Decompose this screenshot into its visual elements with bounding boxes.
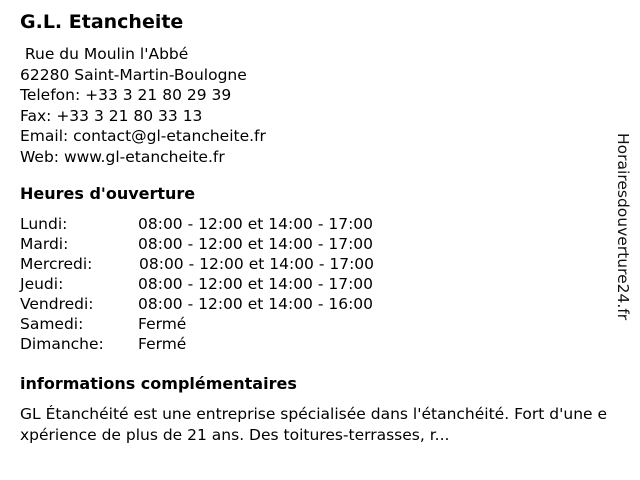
time-value: Fermé [138, 335, 187, 353]
time-value: 08:00 - 12:00 et 14:00 - 17:00 [139, 255, 375, 273]
site-brand-text: Horairesdouverture24.fr [614, 133, 632, 321]
email-address[interactable]: Email: contact@gl-etancheite.fr [20, 127, 266, 145]
fax-number: Fax: +33 3 21 80 33 13 [20, 106, 203, 125]
day-label: Mardi: [20, 235, 69, 253]
additional-info-heading: informations complémentaires [20, 374, 297, 393]
day-label: Dimanche: [20, 335, 104, 353]
hours-row-monday [20, 214, 440, 234]
site-brand-watermark[interactable] [612, 133, 634, 345]
website-link[interactable]: Web: www.gl-etancheite.fr [20, 147, 225, 166]
opening-hours-heading: Heures d'ouverture [20, 184, 196, 203]
address-city: 62280 Saint-Martin-Boulogne [20, 65, 247, 84]
hours-row-saturday [20, 314, 440, 334]
day-label: Jeudi: [20, 275, 64, 293]
address-street: Rue du Moulin l'Abbé [20, 45, 189, 63]
day-label: Lundi: [20, 215, 68, 233]
time-value: 08:00 - 12:00 et 14:00 - 17:00 [138, 235, 374, 253]
time-value: 08:00 - 12:00 et 14:00 - 17:00 [138, 215, 374, 233]
business-description: GL Étanchéité est une entreprise spécialisée dans l'étanchéité. Fort d'une expérience de plus de 21 ans. Des toitures-terrasses, r... [20, 405, 608, 444]
day-label: Mercredi: [20, 255, 93, 273]
hours-row-tuesday [20, 234, 440, 254]
hours-row-wednesday [20, 254, 440, 274]
hours-row-thursday [20, 274, 440, 294]
phone-number[interactable]: Telefon: +33 3 21 80 29 39 [20, 86, 232, 104]
hours-row-sunday [20, 334, 440, 354]
day-label: Vendredi: [20, 295, 94, 313]
time-value: 08:00 - 12:00 et 14:00 - 16:00 [138, 295, 374, 313]
day-label: Samedi: [20, 315, 84, 333]
contact-block [20, 44, 266, 167]
time-value: Fermé [138, 315, 187, 333]
hours-row-friday [20, 294, 440, 314]
time-value: 08:00 - 12:00 et 14:00 - 17:00 [138, 275, 374, 293]
opening-hours-list [20, 214, 440, 354]
business-name: G.L. Etancheite [20, 11, 184, 33]
